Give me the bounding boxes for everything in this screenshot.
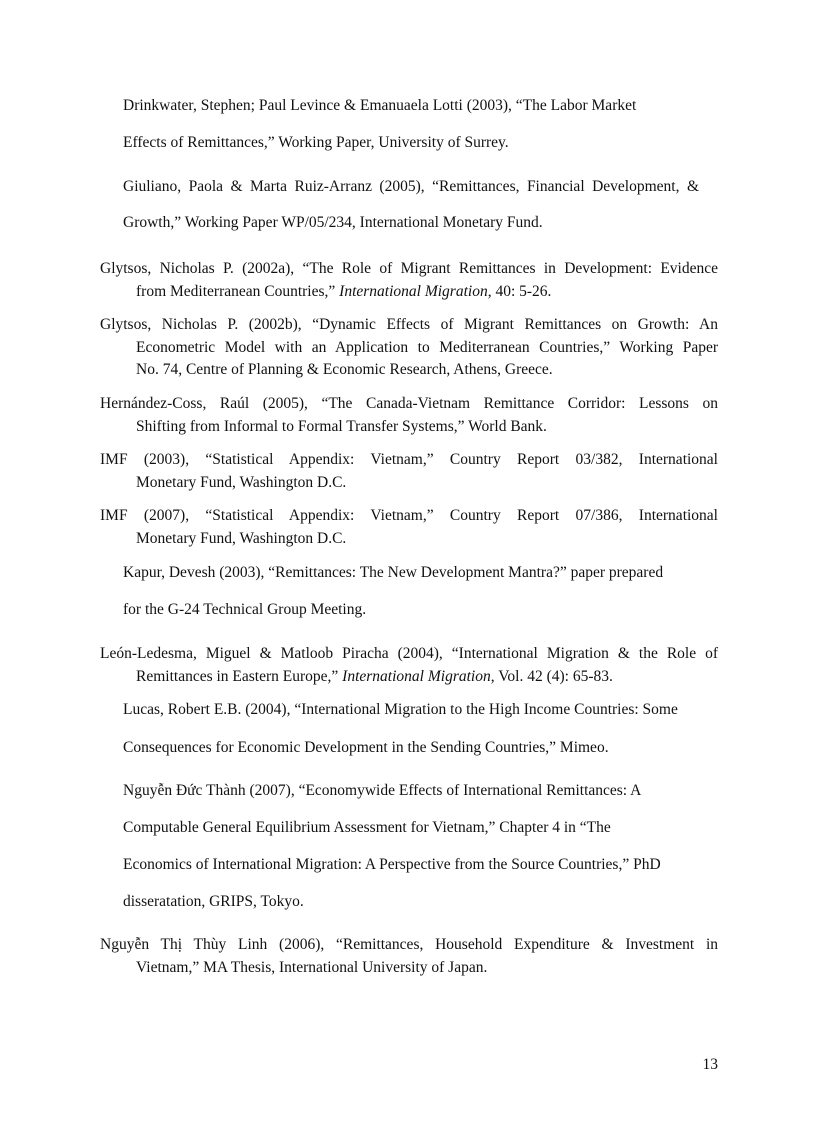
- ref-glytsos-2002a-line2-pre: from Mediterranean Countries,”: [136, 282, 340, 300]
- ref-giuliano-line2: Growth,” Working Paper WP/05/234, International Monetary Fund.: [123, 214, 543, 231]
- ref-nguyen-thi-thuy-linh-line1: Nguyễn Thị Thùy Linh (2006), “Remittances, Household Expenditure & Investment in: [100, 936, 718, 953]
- ref-imf-2003: [100, 449, 718, 494]
- ref-nguyen-thi-thuy-linh: [100, 934, 718, 979]
- ref-nguyen-duc-thanh-line2: Computable General Equilibrium Assessment for Vietnam,” Chapter 4 in “The: [123, 819, 611, 836]
- ref-leon-ledesma-line2: [100, 666, 718, 689]
- journal-title: International Migration: [342, 667, 491, 685]
- ref-leon-ledesma-line2-post: , Vol. 42 (4): 65-83.: [490, 667, 613, 685]
- ref-hernandez-coss: [100, 393, 718, 438]
- ref-nguyen-duc-thanh-line1: Nguyễn Đức Thành (2007), “Economywide Effects of International Remittances: A: [123, 782, 642, 799]
- ref-glytsos-2002b: [100, 314, 718, 382]
- ref-giuliano-line1: Giuliano, Paola & Marta Ruiz-Arranz (2005), “Remittances, Financial Development, &: [123, 178, 699, 195]
- ref-lucas-line2: Consequences for Economic Development in the Sending Countries,” Mimeo.: [123, 739, 609, 756]
- ref-leon-ledesma-line2-pre: Remittances in Eastern Europe,”: [136, 667, 343, 685]
- ref-imf-2007: [100, 505, 718, 550]
- ref-leon-ledesma: [100, 643, 718, 688]
- ref-imf-2003-line2: Monetary Fund, Washington D.C.: [136, 473, 347, 491]
- ref-glytsos-2002b-line2: Econometric Model with an Application to Mediterranean Countries,” Working Paper: [136, 338, 718, 356]
- ref-glytsos-2002a-line2: [100, 281, 718, 304]
- ref-kapur-line1: Kapur, Devesh (2003), “Remittances: The New Development Mantra?” paper prepared: [123, 564, 664, 581]
- ref-nguyen-thi-thuy-linh-line2: Vietnam,” MA Thesis, International University of Japan.: [136, 958, 488, 976]
- ref-glytsos-2002a: [100, 258, 718, 303]
- page-number: 13: [702, 1056, 718, 1073]
- ref-glytsos-2002b-line1: Glytsos, Nicholas P. (2002b), “Dynamic Effects of Migrant Remittances on Growth: An: [100, 316, 718, 333]
- ref-glytsos-2002a-line2-post: , 40: 5-26.: [487, 282, 552, 300]
- journal-title: International Migration: [339, 282, 488, 300]
- ref-imf-2007-line1: IMF (2007), “Statistical Appendix: Vietnam,” Country Report 07/386, International: [100, 507, 718, 524]
- ref-leon-ledesma-line1: León-Ledesma, Miguel & Matloob Piracha (2004), “International Migration & the Role of: [100, 645, 718, 662]
- ref-hernandez-coss-line2: Shifting from Informal to Formal Transfer Systems,” World Bank.: [136, 417, 547, 435]
- ref-imf-2003-line1: IMF (2003), “Statistical Appendix: Vietnam,” Country Report 03/382, International: [100, 451, 718, 468]
- ref-lucas-line1: Lucas, Robert E.B. (2004), “International Migration to the High Income Countries: Some: [123, 701, 678, 718]
- ref-nguyen-duc-thanh-line4: disseratation, GRIPS, Tokyo.: [123, 893, 304, 910]
- ref-drinkwater-line2: Effects of Remittances,” Working Paper, University of Surrey.: [123, 134, 509, 151]
- ref-hernandez-coss-line1: Hernández-Coss, Raúl (2005), “The Canada-Vietnam Remittance Corridor: Lessons on: [100, 395, 718, 412]
- ref-nguyen-duc-thanh-line3: Economics of International Migration: A Perspective from the Source Countries,” PhD: [123, 856, 661, 873]
- ref-glytsos-2002a-line1: Glytsos, Nicholas P. (2002a), “The Role of Migrant Remittances in Development: Evidence: [100, 260, 718, 277]
- ref-drinkwater-line1: Drinkwater, Stephen; Paul Levince & Emanuaela Lotti (2003), “The Labor Market: [123, 97, 637, 114]
- ref-kapur-line2: for the G-24 Technical Group Meeting.: [123, 601, 367, 618]
- ref-glytsos-2002b-line3: No. 74, Centre of Planning & Economic Research, Athens, Greece.: [136, 361, 553, 378]
- ref-imf-2007-line2: Monetary Fund, Washington D.C.: [136, 529, 347, 547]
